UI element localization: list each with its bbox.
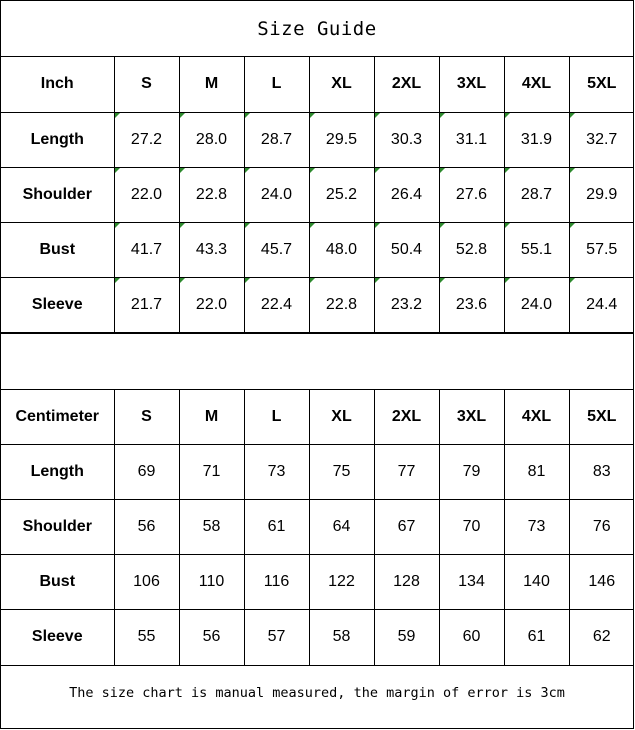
measurement-label: Bust [1, 222, 114, 277]
measurement-value: 29.9 [569, 167, 634, 222]
inch-header-row [1, 57, 634, 112]
measurement-value: 67 [374, 500, 439, 555]
measurement-label: Length [1, 445, 114, 500]
measurement-value: 73 [244, 445, 309, 500]
measurement-value: 55 [114, 610, 179, 665]
measurement-value: 106 [114, 555, 179, 610]
size-header: 5XL [569, 390, 634, 445]
measurement-value: 22.8 [179, 167, 244, 222]
measurement-value: 122 [309, 555, 374, 610]
measurement-value: 22.4 [244, 277, 309, 332]
measurement-value: 23.6 [439, 277, 504, 332]
measurement-label: Sleeve [1, 610, 114, 665]
measurement-value: 22.8 [309, 277, 374, 332]
size-header: 4XL [504, 57, 569, 112]
measurement-value: 56 [114, 500, 179, 555]
measurement-value: 140 [504, 555, 569, 610]
size-header: XL [309, 390, 374, 445]
measurement-value: 75 [309, 445, 374, 500]
unit-label-inch: Inch [1, 57, 114, 112]
cm-table-row [1, 500, 634, 555]
table-spacer [1, 333, 633, 390]
measurement-label: Length [1, 112, 114, 167]
size-header: 3XL [439, 390, 504, 445]
inch-size-table [1, 57, 634, 333]
measurement-value: 55.1 [504, 222, 569, 277]
cm-table-row [1, 555, 634, 610]
size-header: 5XL [569, 57, 634, 112]
size-header: 2XL [374, 57, 439, 112]
measurement-value: 48.0 [309, 222, 374, 277]
cm-header-row [1, 390, 634, 445]
measurement-value: 83 [569, 445, 634, 500]
measurement-value: 134 [439, 555, 504, 610]
measurement-value: 79 [439, 445, 504, 500]
measurement-value: 45.7 [244, 222, 309, 277]
measurement-value: 110 [179, 555, 244, 610]
measurement-value: 25.2 [309, 167, 374, 222]
measurement-value: 64 [309, 500, 374, 555]
measurement-label: Bust [1, 555, 114, 610]
measurement-value: 71 [179, 445, 244, 500]
size-header: S [114, 390, 179, 445]
measurement-value: 24.4 [569, 277, 634, 332]
size-guide-title: Size Guide [1, 1, 633, 57]
measurement-value: 59 [374, 610, 439, 665]
measurement-value: 61 [244, 500, 309, 555]
inch-table-row [1, 167, 634, 222]
measurement-value: 29.5 [309, 112, 374, 167]
centimeter-size-table [1, 390, 634, 665]
size-header: S [114, 57, 179, 112]
measurement-value: 27.2 [114, 112, 179, 167]
measurement-value: 30.3 [374, 112, 439, 167]
size-header: 3XL [439, 57, 504, 112]
measurement-value: 32.7 [569, 112, 634, 167]
measurement-value: 43.3 [179, 222, 244, 277]
measurement-value: 28.0 [179, 112, 244, 167]
measurement-value: 28.7 [504, 167, 569, 222]
measurement-label: Shoulder [1, 500, 114, 555]
measurement-value: 31.9 [504, 112, 569, 167]
size-header: L [244, 390, 309, 445]
measurement-value: 28.7 [244, 112, 309, 167]
measurement-value: 128 [374, 555, 439, 610]
measurement-value: 77 [374, 445, 439, 500]
measurement-value: 70 [439, 500, 504, 555]
measurement-value: 61 [504, 610, 569, 665]
measurement-value: 81 [504, 445, 569, 500]
measurement-label: Shoulder [1, 167, 114, 222]
measurement-value: 146 [569, 555, 634, 610]
inch-table-row [1, 222, 634, 277]
measurement-value: 31.1 [439, 112, 504, 167]
measurement-value: 57.5 [569, 222, 634, 277]
size-header: M [179, 390, 244, 445]
size-header: M [179, 57, 244, 112]
measurement-value: 41.7 [114, 222, 179, 277]
measurement-label: Sleeve [1, 277, 114, 332]
measurement-value: 26.4 [374, 167, 439, 222]
measurement-value: 73 [504, 500, 569, 555]
cm-table-row [1, 610, 634, 665]
measurement-value: 22.0 [114, 167, 179, 222]
unit-label-centimeter: Centimeter [1, 390, 114, 445]
measurement-value: 69 [114, 445, 179, 500]
inch-table-row [1, 277, 634, 332]
measurement-value: 56 [179, 610, 244, 665]
size-header: 2XL [374, 390, 439, 445]
measurement-value: 24.0 [504, 277, 569, 332]
measurement-value: 62 [569, 610, 634, 665]
size-header: L [244, 57, 309, 112]
measurement-value: 50.4 [374, 222, 439, 277]
measurement-value: 21.7 [114, 277, 179, 332]
measurement-value: 27.6 [439, 167, 504, 222]
measurement-value: 22.0 [179, 277, 244, 332]
measurement-value: 23.2 [374, 277, 439, 332]
measurement-value: 24.0 [244, 167, 309, 222]
measurement-value: 116 [244, 555, 309, 610]
measurement-value: 76 [569, 500, 634, 555]
measurement-value: 60 [439, 610, 504, 665]
measurement-value: 57 [244, 610, 309, 665]
measurement-value: 58 [179, 500, 244, 555]
measurement-value: 58 [309, 610, 374, 665]
size-header: XL [309, 57, 374, 112]
cm-table-row [1, 445, 634, 500]
measurement-note: The size chart is manual measured, the margin of error is 3cm [1, 665, 633, 721]
size-header: 4XL [504, 390, 569, 445]
inch-table-row [1, 112, 634, 167]
measurement-value: 52.8 [439, 222, 504, 277]
